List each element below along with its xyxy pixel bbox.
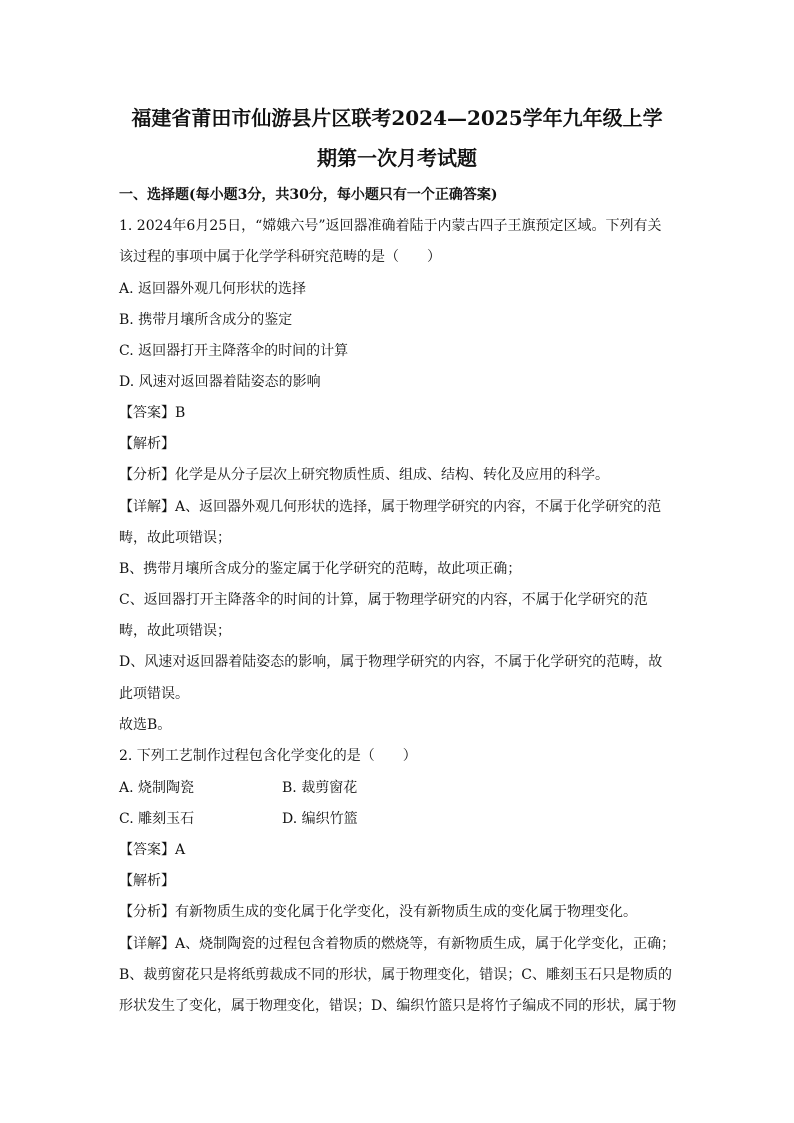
q1-analysis-label: 【解析】	[119, 436, 175, 452]
q1-detail-line-4: C、返回器打开主降落伞的时间的计算，属于物理学研究的内容，不属于化学研究的范	[119, 592, 648, 608]
q1-option-a: A. 返回器外观几何形状的选择	[119, 281, 307, 297]
section-heading: 一、选择题(每小题3分，共30分，每小题只有一个正确答案)	[119, 187, 498, 203]
q2-detail-line-3: 形状发生了变化，属于物理变化，错误；D、编织竹篮只是将竹子编成不同的形状，属于物	[119, 998, 677, 1014]
q1-fenxi: 【分析】化学是从分子层次上研究物质性质、组成、结构、转化及应用的科学。	[119, 467, 609, 483]
q2-detail-line-1: 【详解】A、烧制陶瓷的过程包含着物质的燃烧等，有新物质生成，属于化学变化，正确；	[119, 936, 676, 952]
q1-conclusion: 故选B。	[119, 717, 172, 733]
q1-stem-line-2: 该过程的事项中属于化学学科研究范畴的是（ ）	[119, 249, 441, 265]
q2-answer: 【答案】A	[119, 842, 186, 858]
q1-detail-line-6: D、风速对返回器着陆姿态的影响，属于物理学研究的内容，不属于化学研究的范畴，故	[119, 654, 663, 670]
q2-option-a: A. 烧制陶瓷	[119, 780, 195, 796]
q1-detail-line-3: B、携带月壤所含成分的鉴定属于化学研究的范畴，故此项正确；	[119, 561, 522, 577]
q2-option-d: D. 编织竹篮	[282, 811, 358, 827]
q2-stem: 2. 下列工艺制作过程包含化学变化的是（ ）	[119, 748, 417, 764]
q1-detail-line-2: 畴，故此项错误；	[119, 530, 231, 546]
document-title-line-1: 福建省莆田市仙游县片区联考2024—2025学年九年级上学	[131, 106, 663, 130]
q1-detail-line-7: 此项错误。	[119, 686, 189, 702]
q2-option-c: C. 雕刻玉石	[119, 811, 195, 827]
q1-answer: 【答案】B	[119, 405, 186, 421]
q1-option-b: B. 携带月壤所含成分的鉴定	[119, 312, 293, 328]
q1-stem-line-1: 1. 2024年6月25日，“嫦娥六号”返回器准确着陆于内蒙古四子王旗预定区域。下列有关	[119, 218, 662, 234]
q2-analysis-label: 【解析】	[119, 873, 175, 889]
q1-detail-line-5: 畴，故此项错误；	[119, 623, 231, 639]
q1-option-c: C. 返回器打开主降落伞的时间的计算	[119, 343, 349, 359]
q2-fenxi: 【分析】有新物质生成的变化属于化学变化，没有新物质生成的变化属于物理变化。	[119, 904, 637, 920]
q1-detail-line-1: 【详解】A、返回器外观几何形状的选择，属于物理学研究的内容，不属于化学研究的范	[119, 499, 662, 515]
q2-option-b: B. 裁剪窗花	[282, 780, 358, 796]
q1-option-d: D. 风速对返回器着陆姿态的影响	[119, 374, 321, 390]
q2-detail-line-2: B、裁剪窗花只是将纸剪裁成不同的形状，属于物理变化，错误；C、雕刻玉石只是物质的	[119, 967, 672, 983]
document-title-line-2: 期第一次月考试题	[317, 146, 477, 170]
